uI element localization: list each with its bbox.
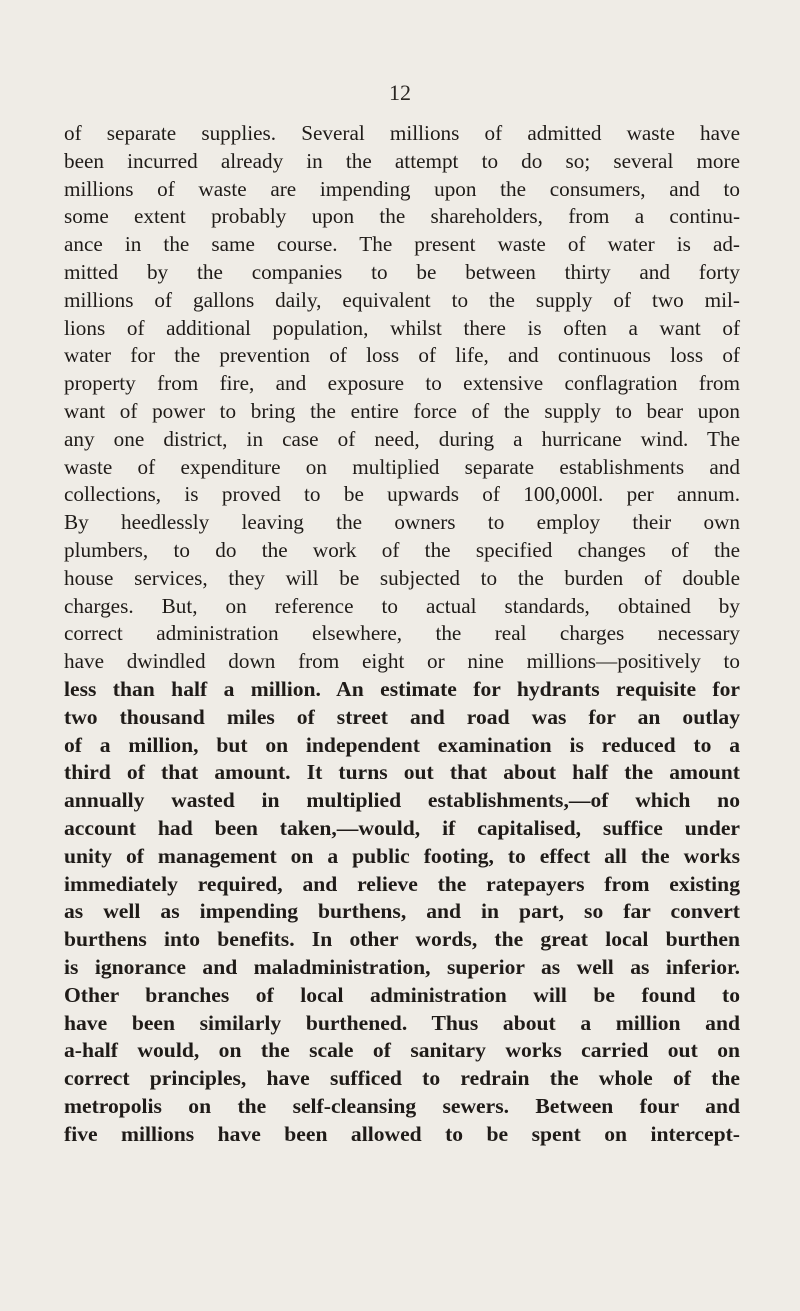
text-line: burthens into benefits. In other words, the great local burthen <box>64 927 740 952</box>
text-line: unity of management on a public footing, to effect all the works <box>64 843 740 868</box>
text-line: millions of waste are impending upon the consumers, and to <box>64 176 740 201</box>
text-line: is ignorance and maladministration, superior as well as inferior. <box>64 954 740 979</box>
text-line: a-half would, on the scale of sanitary works carried out on <box>64 1038 740 1063</box>
text-line: lions of additional population, whilst there is often a want of <box>64 315 740 340</box>
text-line: some extent probably upon the shareholders, from a continu- <box>64 204 740 229</box>
text-line: house services, they will be subjected to the burden of double <box>64 565 740 590</box>
text-line: two thousand miles of street and road was for an outlay <box>64 704 740 729</box>
text-line: correct administration elsewhere, the real charges necessary <box>64 621 740 646</box>
text-line: Other branches of local administration will be found to <box>64 982 740 1007</box>
text-line: want of power to bring the entire force of the supply to bear upon <box>64 398 740 423</box>
text-line: property from fire, and exposure to extensive conflagration from <box>64 371 740 396</box>
text-line: five millions have been allowed to be spent on intercept- <box>64 1121 740 1146</box>
text-line: immediately required, and relieve the ratepayers from existing <box>64 871 740 896</box>
text-line: water for the prevention of loss of life, and continuous loss of <box>64 343 740 368</box>
text-line: correct principles, have sufficed to redrain the whole of the <box>64 1066 740 1091</box>
text-line: collections, is proved to be upwards of 100,000l. per annum. <box>64 482 740 507</box>
body-text <box>64 120 740 1148</box>
text-line: By heedlessly leaving the owners to employ their own <box>64 510 740 535</box>
page-number: 12 <box>389 80 411 105</box>
text-line: have been similarly burthened. Thus about a million and <box>64 1010 740 1035</box>
text-line: account had been taken,—would, if capitalised, suffice under <box>64 815 740 840</box>
text-line: waste of expenditure on multiplied separate establishments and <box>64 454 740 479</box>
text-line: plumbers, to do the work of the specified changes of the <box>64 537 740 562</box>
text-line: of a million, but on independent examination is reduced to a <box>64 732 740 757</box>
text-line: any one district, in case of need, during a hurricane wind. The <box>64 426 740 451</box>
text-line: been incurred already in the attempt to do so; several more <box>64 148 740 173</box>
text-line: less than half a million. An estimate for hydrants requisite for <box>64 676 740 701</box>
text-line: as well as impending burthens, and in part, so far convert <box>64 899 740 924</box>
text-line: mitted by the companies to be between thirty and forty <box>64 259 740 284</box>
text-line: metropolis on the self-cleansing sewers. Between four and <box>64 1093 740 1118</box>
text-line: of separate supplies. Several millions of admitted waste have <box>64 121 740 145</box>
text-line: have dwindled down from eight or nine millions—positively to <box>64 649 740 674</box>
text-line: annually wasted in multiplied establishments,—of which no <box>64 788 740 813</box>
text-line: millions of gallons daily, equivalent to the supply of two mil- <box>64 287 740 312</box>
text-line: ance in the same course. The present waste of water is ad- <box>64 232 740 257</box>
text-line: third of that amount. It turns out that about half the amount <box>64 760 740 785</box>
text-line: charges. But, on reference to actual standards, obtained by <box>64 593 740 618</box>
